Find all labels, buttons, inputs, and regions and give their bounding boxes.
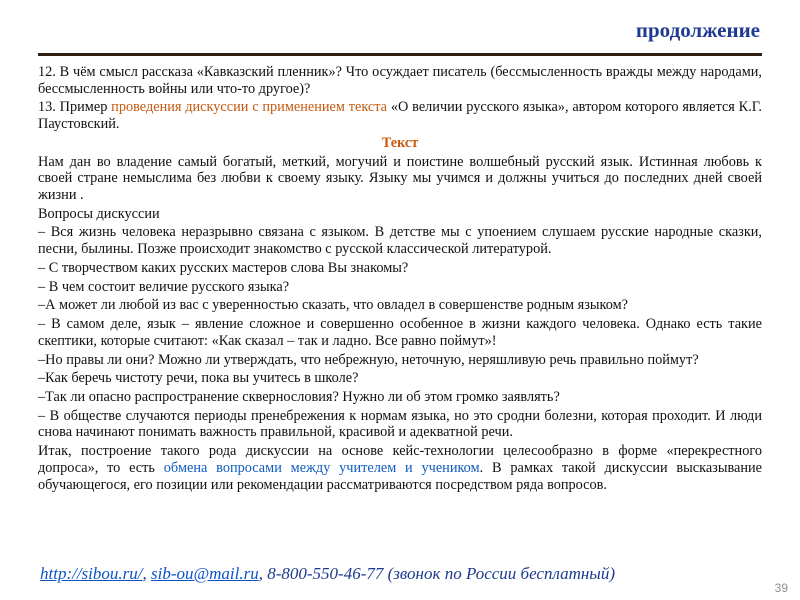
conclusion-highlight: обмена вопросами между учителем и учеником [163,459,480,476]
question-item: –Как беречь чистоту речи, пока вы учитесь в школе? [38,370,359,387]
item13-highlight: проведения дискуссии с применением текста [111,99,388,116]
content-area [38,64,762,493]
conclusion-suffix: . В рамках такой дискуссии высказывание обучающегося, его позиции или рекомендации рассматриваются посредством ряда вопросов. [38,459,762,493]
paragraph-item-12: 12. В чём смысл рассказа «Кавказский пленник»? Что осуждает писатель (бессмысленность вражды между народами, бессмысленность войны или что-то другое)? [38,64,762,97]
page-title: продолжение [635,18,760,42]
question-item: –А может ли любой из вас с уверенностью сказать, что овладел в совершенстве родным языком? [38,297,628,314]
question-item: – В самом деле, язык – явление сложное и совершенно особенное в жизни каждого человека. Однако есть такие скептики, которые считают: «Как сказал – так и ладно. Все равно поймут»! [38,316,762,349]
question-item: – В обществе случаются периоды пренебрежения к нормам языка, но это сродни болезни, которая проходит. И люди снова начинают понимать важность правильной, красивой и адекватной речи. [38,407,762,441]
footer-phone-text: , 8-800-550-46-77 (звонок по России бесплатный) [258,564,615,583]
paragraph-item-13 [38,99,762,132]
question-item: – Вся жизнь человека неразрывно связана с языком. В детстве мы с упоением слушаем русские народные сказки, песни, былины. Позже происходит знакомство с русской классической литературой. [38,224,762,258]
text-section-heading: Текст [381,134,419,151]
question-item: –Но правы ли они? Можно ли утверждать, что небрежную, неточную, неряшливую речь правильно поймут? [38,351,699,368]
page-header [0,0,800,43]
conclusion-prefix: Итак, построение такого рода дискуссии на основе кейс-технологии целесообразно в форме «перекрестного допроса», то есть [38,443,762,476]
item13-suffix: «О величии русского языка», автором которого является К.Г. Паустовский. [38,99,763,133]
email-link[interactable]: sib-ou@mail.ru [150,564,259,583]
page-number: 39 [774,581,788,595]
question-item: –Так ли опасно распространение сквернословия? Нужно ли об этом громко заявлять? [38,388,560,405]
question-item: – В чем состоит величие русского языка? [38,278,290,295]
item13-prefix: 13. Пример [38,99,112,116]
question-item: – С творчеством каких русских мастеров слова Вы знакомы? [38,259,409,276]
paragraph-intro: Нам дан во владение самый богатый, меткий, могучий и поистине волшебный русский язык. Истинная любовь к своей стране немыслима без любви к своему языку. Языку мы учимся и должны учиться до последних дней своей жизни . [38,153,762,204]
questions-title: Вопросы дискуссии [38,205,160,222]
paragraph-conclusion [38,443,762,493]
header-divider [38,53,762,56]
page-footer [40,564,615,584]
website-link[interactable]: http://sibou.ru/ [40,564,143,583]
footer-separator: , [142,564,151,583]
